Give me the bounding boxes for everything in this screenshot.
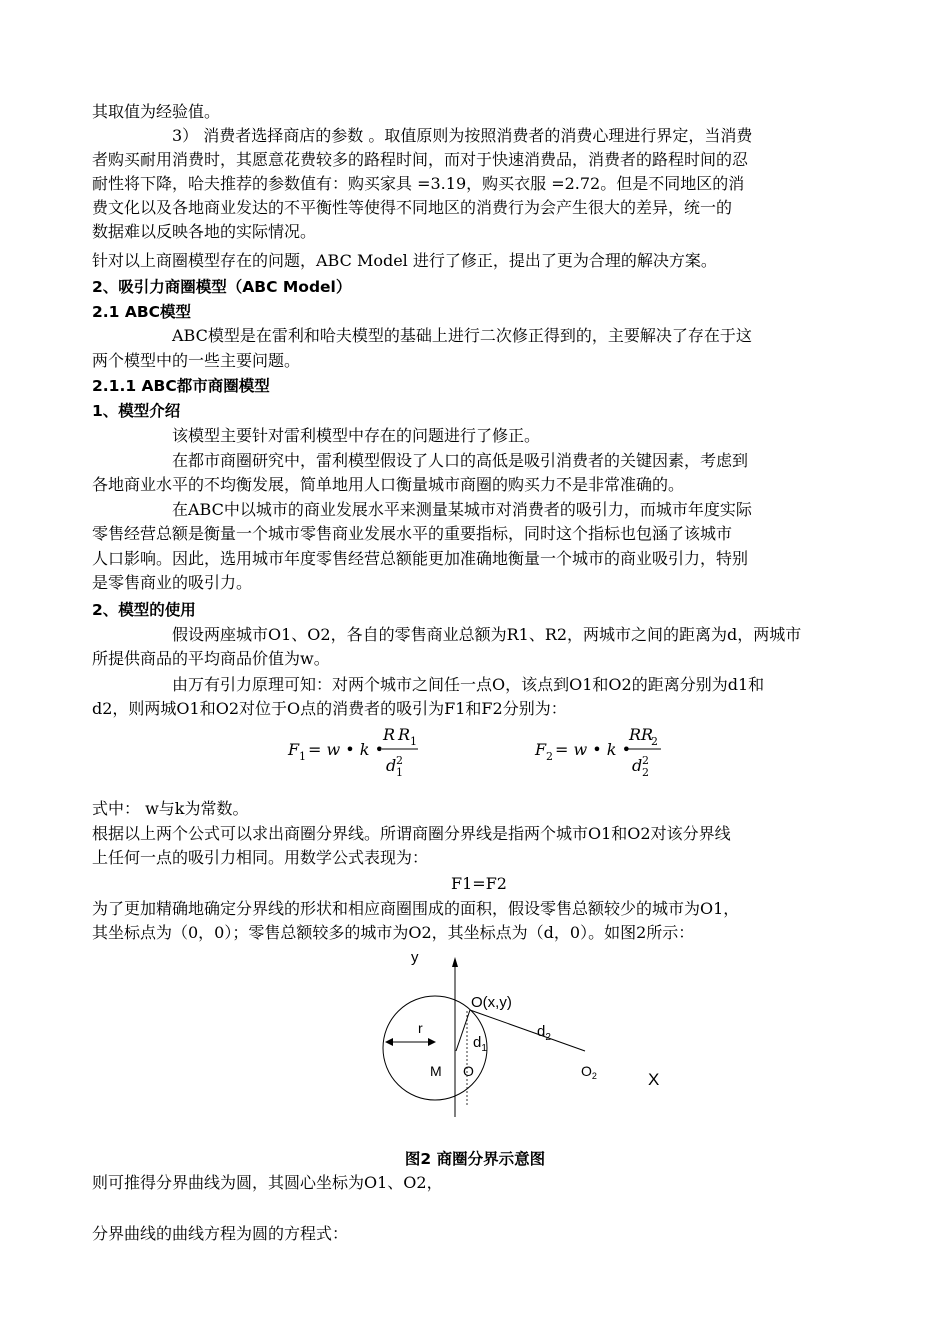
paragraph: 3） 消费者选择商店的参数 。取值原则为按照消费者的消费心理进行界定，当消费 bbox=[172, 126, 753, 145]
formula-f1 bbox=[288, 722, 448, 782]
paragraph: 假设两座城市O1、O2，各自的零售商业总额为R1、R2，两城市之间的距离为d，两城市 bbox=[172, 625, 802, 644]
paragraph: 是零售商业的吸引力。 bbox=[92, 573, 253, 592]
radius-label: r bbox=[418, 1020, 423, 1036]
paragraph: 费文化以及各地商业发达的不平衡性等使得不同地区的消费行为会产生很大的差异，统一的 bbox=[92, 198, 733, 217]
formula-f2-den-sup: 2 bbox=[642, 754, 649, 767]
formula-f2-lhs: F bbox=[535, 740, 547, 759]
formula-f1-sub: 1 bbox=[299, 750, 306, 763]
y-axis-label: y bbox=[411, 949, 419, 966]
paragraph: 根据以上两个公式可以求出商圈分界线。所谓商圈分界线是指两个城市O1和O2对该分界线 bbox=[92, 824, 731, 843]
section-heading: 2、模型的使用 bbox=[92, 601, 196, 619]
paragraph: 式中： w与k为常数。 bbox=[92, 799, 249, 818]
formula-f1-den-sub: 1 bbox=[396, 766, 403, 779]
paragraph: 在ABC中以城市的商业发展水平来测量某城市对消费者的吸引力，而城市年度实际 bbox=[172, 500, 752, 519]
d1-segment bbox=[456, 1010, 470, 1051]
o2-label: $O_2$ bbox=[581, 1063, 597, 1081]
paragraph: 耐性将下降，哈夫推荐的参数值有：购买家具 =3.19，购买衣服 =2.72。但是不同地区的消 bbox=[92, 174, 745, 193]
paragraph: 该模型主要针对雷利模型中存在的问题进行了修正。 bbox=[172, 426, 541, 445]
section-heading: 2、吸引力商圈模型（ABC Model） bbox=[92, 278, 352, 296]
paragraph: d2，则两城O1和O2对位于O点的消费者的吸引为F1和F2分别为： bbox=[92, 699, 567, 718]
formula-f1-lhs: F bbox=[288, 740, 300, 759]
section-heading: 2.1 ABC模型 bbox=[92, 303, 192, 321]
formula-f2-eq: = w • k • bbox=[555, 740, 632, 759]
paragraph: 人口影响。因此，选用城市年度零售经营总额能更加准确地衡量一个城市的商业吸引力，特别 bbox=[92, 549, 749, 568]
paragraph: 者购买耐用消费时，其愿意花费较多的路程时间，而对于快速消费品，消费者的路程时间的忍 bbox=[92, 150, 749, 169]
figure-trade-area-diagram bbox=[278, 945, 698, 1125]
paragraph: 其坐标点为（0，0）；零售总额较多的城市为O2，其坐标点为（d，0）。如图2所示： bbox=[92, 923, 695, 942]
origin-o-label: O bbox=[463, 1063, 474, 1079]
formula-f2 bbox=[535, 722, 695, 782]
paragraph: 两个模型中的一些主要问题。 bbox=[92, 351, 301, 370]
paragraph: 为了更加精确地确定分界线的形状和相应商圈围成的面积，假设零售总额较少的城市为O1， bbox=[92, 899, 740, 918]
paragraph: 所提供商品的平均商品价值为w。 bbox=[92, 649, 330, 668]
formula-f2-num-sub: 2 bbox=[651, 735, 658, 748]
paragraph: 上任何一点的吸引力相同。用数学公式表现为： bbox=[92, 848, 429, 867]
paragraph: 其取值为经验值。 bbox=[92, 102, 221, 121]
formula-f2-den-sub: 2 bbox=[642, 766, 649, 779]
paragraph: ABC模型是在雷利和哈夫模型的基础上进行二次修正得到的，主要解决了存在于这 bbox=[172, 326, 752, 345]
d1-label: $d_1$ bbox=[473, 1034, 487, 1054]
formula-f2-den: d bbox=[632, 756, 643, 775]
paragraph: 由万有引力原理可知：对两个城市之间任一点O，该点到O1和O2的距离分别为d1和 bbox=[172, 675, 765, 694]
formula-f1-den-sup: 2 bbox=[396, 754, 403, 767]
d2-label: $d_2$ bbox=[537, 1023, 551, 1043]
paragraph: 针对以上商圈模型存在的问题，ABC Model 进行了修正，提出了更为合理的解决方案。 bbox=[92, 251, 717, 270]
formula-f1-eq: = w • k • bbox=[308, 740, 385, 759]
formula-f2-sub: 2 bbox=[546, 750, 553, 763]
formula-f1-num-sub: 1 bbox=[410, 735, 417, 748]
formula-f2-num: RR bbox=[629, 725, 654, 744]
center-m-label: M bbox=[430, 1063, 442, 1079]
boundary-circle bbox=[383, 996, 487, 1100]
paragraph: 零售经营总额是衡量一个城市零售商业发展水平的重要指标，同时这个指标也包涵了该城市 bbox=[92, 524, 733, 543]
paragraph: 各地商业水平的不均衡发展，简单地用人口衡量城市商圈的购买力不是非常准确的。 bbox=[92, 475, 685, 494]
paragraph: 则可推得分界曲线为圆，其圆心坐标为O1、O2， bbox=[92, 1173, 443, 1192]
formula-f1-den: d bbox=[386, 756, 397, 775]
x-axis-label: X bbox=[648, 1070, 660, 1089]
paragraph: 数据难以反映各地的实际情况。 bbox=[92, 222, 317, 241]
figure-caption: 图2 商圈分界示意图 bbox=[404, 1150, 546, 1168]
y-axis-arrow-icon bbox=[452, 957, 458, 967]
equation: F1=F2 bbox=[451, 874, 507, 893]
section-heading: 2.1.1 ABC都市商圈模型 bbox=[92, 377, 270, 395]
point-label: O(x,y) bbox=[471, 994, 512, 1011]
formula-f1-num-r: R bbox=[383, 725, 396, 744]
formula-f1-num-r1: R bbox=[398, 725, 411, 744]
paragraph: 分界曲线的曲线方程为圆的方程式： bbox=[92, 1224, 349, 1243]
paragraph: 在都市商圈研究中，雷利模型假设了人口的高低是吸引消费者的关键因素，考虑到 bbox=[172, 451, 749, 470]
section-heading: 1、模型介绍 bbox=[92, 402, 181, 420]
